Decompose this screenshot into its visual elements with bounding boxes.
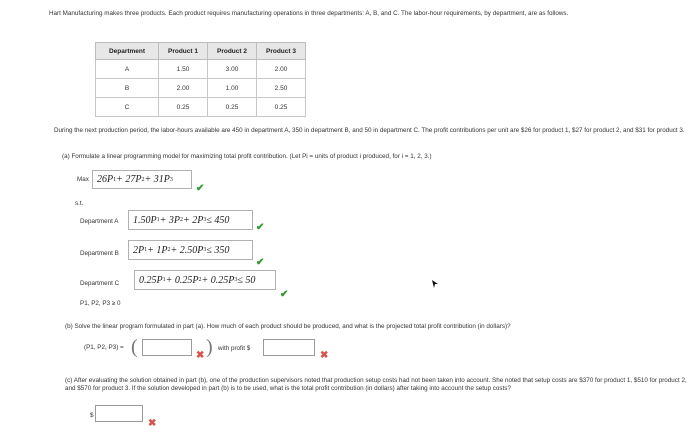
table-cell: 2.50	[257, 79, 306, 98]
labor-hours-table	[95, 42, 306, 117]
constraint-c-input[interactable]: 0.25P 1 + 0.25P 2 + 0.25P 3 ≤ 50	[134, 270, 276, 290]
cross-icon: ✖	[320, 350, 329, 361]
nonnegativity-constraint: P1, P2, P3 ≥ 0	[80, 300, 121, 307]
objective-input[interactable]: 26P 1 + 27P 2 + 31P 3	[92, 170, 192, 189]
check-icon: ✔	[196, 183, 205, 194]
constraint-b-input[interactable]: 2P 1 + 1P 2 + 2.50P 3 ≤ 350	[128, 240, 253, 260]
st-label: s.t.	[75, 200, 84, 207]
tuple-label: (P1, P2, P3) =	[84, 344, 124, 351]
cross-icon: ✖	[148, 418, 157, 429]
constraint-label-c: Department C	[80, 280, 120, 287]
check-icon: ✔	[256, 257, 265, 268]
part-b-prompt: (b) Solve the linear program formulated in part (a). How much of each product should be produced, and what is the projected total profit contribution (in dollars)?	[65, 323, 511, 330]
part-c-prompt: (c) After evaluating the solution obtained in part (b), one of the production supervisors noted that production setup costs had not been taken into account. She noted that setup costs are $370 for product 1, $510 for product 2, and $570 for product 3. If the solution developed in part (b) is to be used, what is the total profit contribution (in dollars) after taking into account the setup costs?	[65, 377, 687, 392]
profit-label: with profit $	[218, 345, 251, 352]
table-cell: 2.00	[159, 79, 208, 98]
table-cell: 3.00	[208, 60, 257, 79]
check-icon: ✔	[280, 289, 289, 300]
dollar-label: $	[90, 412, 94, 419]
table-header: Product 1	[159, 43, 208, 60]
table-cell: C	[96, 98, 159, 117]
table-cell: 2.00	[257, 60, 306, 79]
part-a-prompt: (a) Formulate a linear programming model for maximizing total profit contribution. (Let Pi = units of product i produced, for i = 1, 2, 3.)	[62, 153, 432, 160]
constraint-a-input[interactable]: 1.50P 1 + 3P 2 + 2P 3 ≤ 450	[128, 210, 253, 230]
table-cell: 1.00	[208, 79, 257, 98]
constraint-label-a: Department A	[80, 218, 119, 225]
profit-input[interactable]	[263, 339, 315, 356]
check-icon: ✔	[256, 222, 265, 233]
table-cell: 0.25	[159, 98, 208, 117]
table-cell: 1.50	[159, 60, 208, 79]
table-cell: B	[96, 79, 159, 98]
solution-tuple-input[interactable]	[142, 339, 192, 356]
close-paren: )	[206, 336, 213, 358]
table-cell: 0.25	[257, 98, 306, 117]
table-header: Product 2	[208, 43, 257, 60]
table-header: Department	[96, 43, 159, 60]
table-cell: A	[96, 60, 159, 79]
table-cell: 0.25	[208, 98, 257, 117]
cross-icon: ✖	[196, 350, 205, 361]
constraint-label-b: Department B	[80, 250, 119, 257]
problem-intro: Hart Manufacturing makes three products. Each product requires manufacturing operations in three departments: A, B, and C. The labor-hour requirements, by department, are as follows.	[49, 10, 569, 17]
max-label: Max	[77, 176, 89, 183]
open-paren: (	[131, 336, 138, 358]
cursor-icon	[432, 280, 438, 288]
problem-details: During the next production period, the labor-hours available are 450 in department A, 350 in department B, and 50 in department C. The profit contributions per unit are $26 for product 1, $27 for product 2, and $31 for product 3.	[54, 127, 685, 134]
setup-profit-input[interactable]	[95, 405, 143, 422]
table-header: Product 3	[257, 43, 306, 60]
